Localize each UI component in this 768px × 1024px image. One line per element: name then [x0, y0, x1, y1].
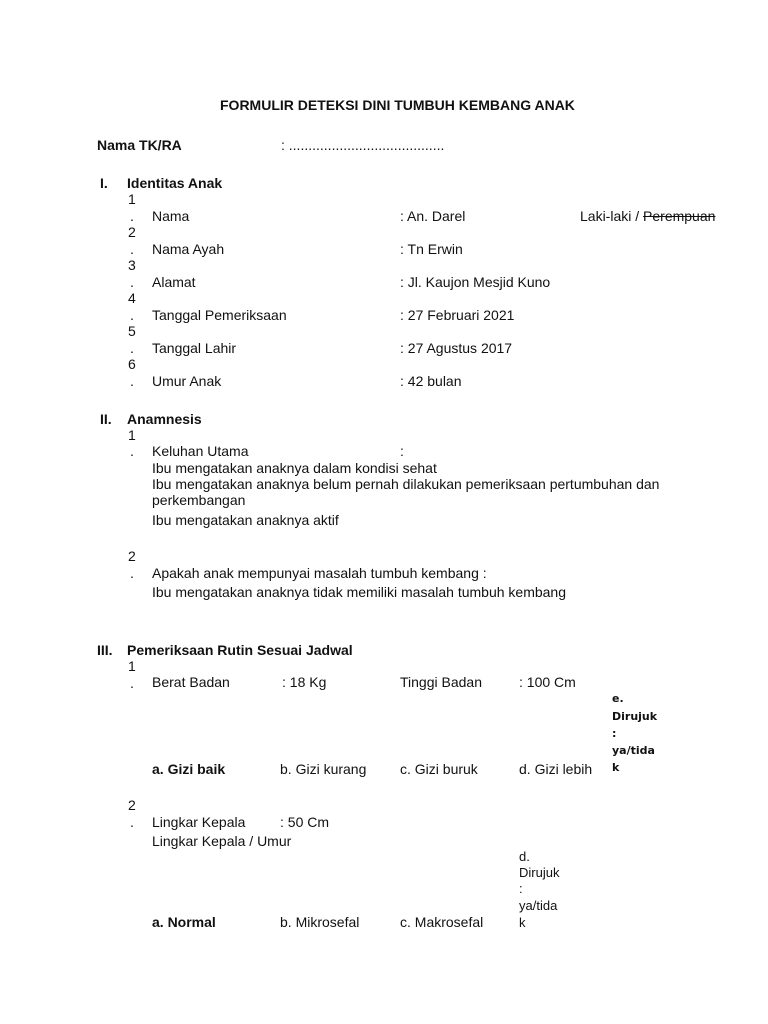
nama-ayah-value: : Tn Erwin: [400, 241, 463, 257]
section1-heading: Identitas Anak: [127, 175, 223, 191]
lk-option-b: b. Mikrosefal: [280, 914, 360, 930]
keluhan-utama-label: Keluhan Utama: [152, 443, 249, 459]
lk-referral-2: Dirujuk: [519, 865, 560, 880]
section2-item2-num: 2: [128, 548, 136, 564]
section1-row5-dot: .: [130, 340, 134, 356]
section2-item2-dot: .: [130, 565, 134, 581]
gizi-option-b: b. Gizi kurang: [280, 761, 367, 777]
keluhan-line-4: Ibu mengatakan anaknya aktif: [152, 512, 339, 528]
tinggi-badan-value: : 100 Cm: [519, 674, 576, 690]
gizi-referral-1: e.: [612, 692, 624, 705]
keluhan-line-2: Ibu mengatakan anaknya belum pernah dilakukan pemeriksaan pertumbuhan dan: [152, 476, 660, 492]
section1-row3-dot: .: [130, 274, 134, 290]
keluhan-line-3: perkembangan: [152, 492, 246, 508]
nama-label: Nama: [152, 208, 190, 224]
nama-ayah-label: Nama Ayah: [152, 241, 225, 257]
section1-roman: I.: [100, 175, 108, 191]
section3-item1-dot: .: [130, 675, 134, 691]
section1-row4-num: 4: [128, 290, 136, 306]
lk-option-c: c. Makrosefal: [400, 914, 484, 930]
gizi-referral-2: Dirujuk: [612, 710, 658, 723]
section3-item2-num: 2: [128, 797, 136, 813]
gender-field: [580, 208, 715, 224]
section2-heading: Anamnesis: [127, 411, 202, 427]
tinggi-badan-label: Tinggi Badan: [400, 674, 482, 690]
lk-option-a-selected: a. Normal: [152, 914, 216, 930]
gizi-referral-4: ya/tida: [612, 744, 655, 757]
gizi-referral-5: k: [612, 761, 620, 774]
section1-row2-dot: .: [130, 241, 134, 257]
section1-row4-dot: .: [130, 307, 134, 323]
lk-referral-3: :: [519, 881, 523, 896]
berat-badan-value: : 18 Kg: [282, 674, 327, 690]
tanggal-lahir-value: : 27 Agustus 2017: [400, 340, 513, 356]
gizi-option-d: d. Gizi lebih: [519, 761, 593, 777]
section3-item1-num: 1: [128, 658, 136, 674]
section2-item1-dot: .: [130, 443, 134, 459]
gender-female-struck: Perempuan: [643, 208, 716, 224]
nama-tk-label: Nama TK/RA: [97, 137, 182, 153]
gizi-option-c: c. Gizi buruk: [400, 761, 478, 777]
section1-row5-num: 5: [128, 323, 136, 339]
keluhan-utama-colon: :: [400, 443, 404, 459]
section1-row3-num: 3: [128, 257, 136, 273]
section2-item1-num: 1: [128, 427, 136, 443]
section1-row6-num: 6: [128, 356, 136, 372]
keluhan-line-1: Ibu mengatakan anaknya dalam kondisi sehat: [152, 460, 437, 476]
berat-badan-label: Berat Badan: [152, 674, 230, 690]
nama-tk-value: : ........................................: [281, 137, 445, 153]
nama-value: : An. Darel: [400, 208, 466, 224]
section1-row6-dot: .: [130, 373, 134, 389]
gizi-referral-3: :: [612, 727, 617, 740]
tanggal-lahir-label: Tanggal Lahir: [152, 340, 237, 356]
gender-male: Laki-laki /: [580, 208, 644, 224]
masalah-answer: Ibu mengatakan anaknya tidak memiliki masalah tumbuh kembang: [152, 584, 567, 600]
lingkar-kepala-value: : 50 Cm: [280, 814, 330, 830]
tanggal-pemeriksaan-value: : 27 Februari 2021: [400, 307, 515, 323]
lingkar-kepala-umur-label: Lingkar Kepala / Umur: [152, 833, 292, 849]
page-title: FORMULIR DETEKSI DINI TUMBUH KEMBANG ANAK: [220, 97, 575, 113]
lingkar-kepala-label: Lingkar Kepala: [152, 814, 246, 830]
section1-row2-num: 2: [128, 224, 136, 240]
section3-heading: Pemeriksaan Rutin Sesuai Jadwal: [127, 642, 353, 658]
tanggal-pemeriksaan-label: Tanggal Pemeriksaan: [152, 307, 287, 323]
section3-item2-dot: .: [130, 814, 134, 830]
lk-referral-1: d.: [519, 849, 530, 864]
section1-row1-num: 1: [128, 191, 136, 207]
lk-referral-4: ya/tida: [519, 898, 558, 913]
section3-roman: III.: [97, 642, 113, 658]
masalah-question: Apakah anak mempunyai masalah tumbuh kembang :: [152, 565, 487, 581]
umur-anak-value: : 42 bulan: [400, 373, 462, 389]
section2-roman: II.: [100, 411, 112, 427]
gizi-option-a-selected: a. Gizi baik: [152, 761, 226, 777]
alamat-value: : Jl. Kaujon Mesjid Kuno: [400, 274, 551, 290]
alamat-label: Alamat: [152, 274, 196, 290]
section1-row1-dot: .: [130, 208, 134, 224]
lk-referral-5: k: [519, 915, 526, 930]
umur-anak-label: Umur Anak: [152, 373, 222, 389]
